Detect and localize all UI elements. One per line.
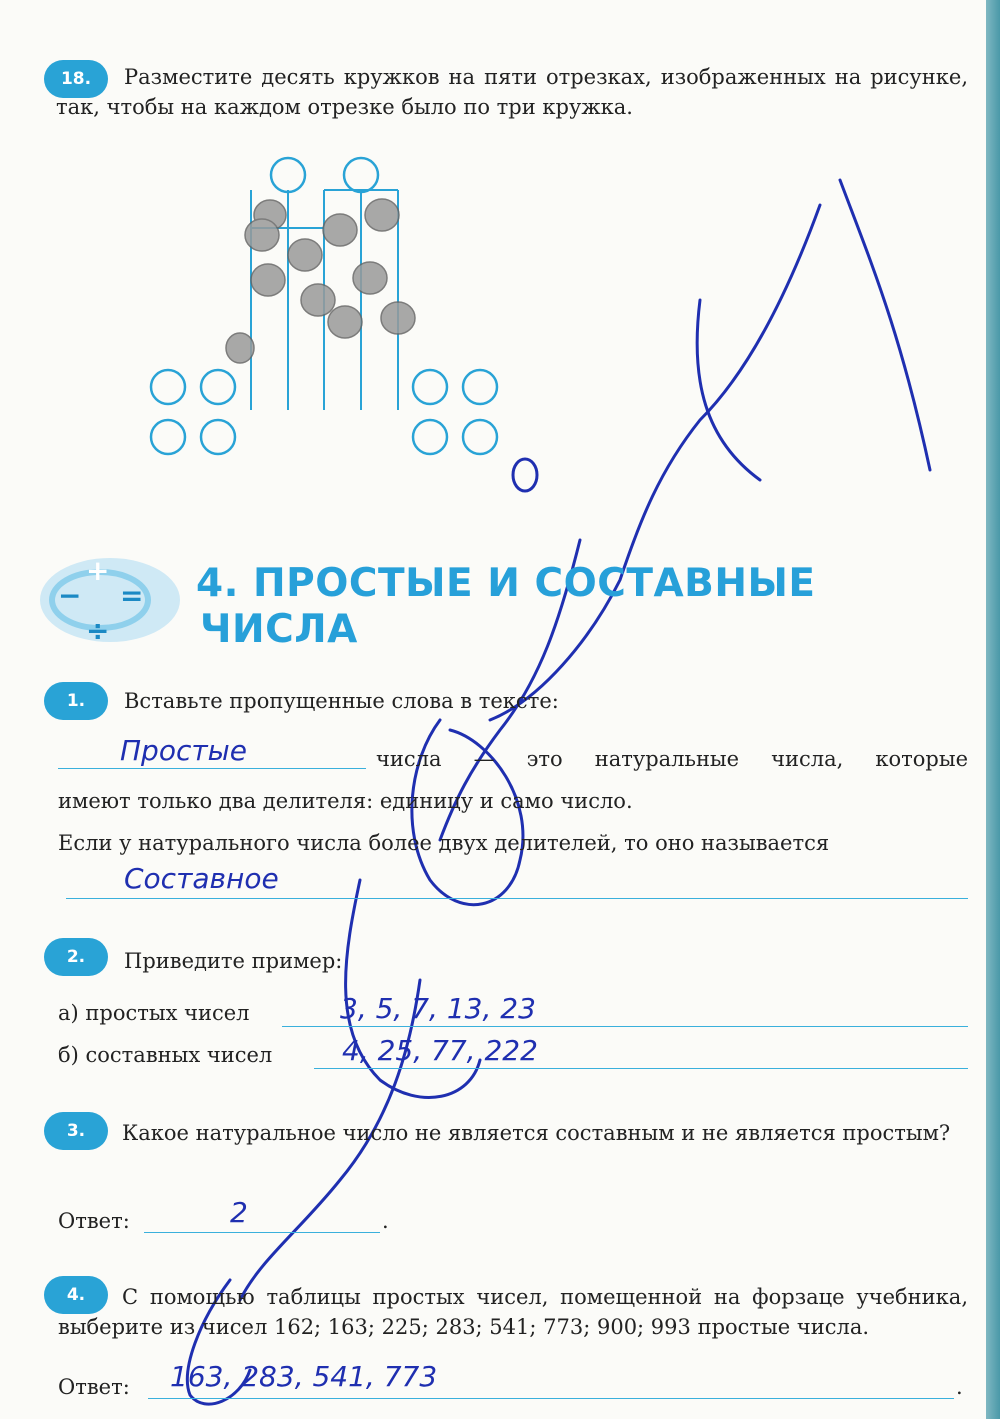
handwritten-answer: Простые: [120, 734, 247, 767]
answer-line: [66, 898, 968, 899]
answer-line: [148, 1398, 954, 1399]
task-1-text: Если у натурального числа более двух делителей, то оно называется: [58, 831, 830, 855]
section-title-line-2: ЧИСЛА: [200, 607, 358, 652]
task-2-prompt: Приведите пример:: [124, 949, 343, 973]
svg-text:−: −: [58, 579, 82, 612]
svg-text:=: =: [120, 579, 144, 612]
handwritten-answer: 4, 25, 77, 222: [342, 1034, 538, 1067]
task-number-badge: 18.: [44, 60, 108, 98]
task-3-text: Какое натуральное число не является составным и не является простым?: [122, 1121, 951, 1145]
handwritten-answer: 163, 283, 541, 773: [170, 1360, 438, 1393]
handwritten-answer: Составное: [124, 862, 279, 895]
task-4-end: .: [956, 1375, 963, 1399]
task-3-answer-label: Ответ:: [58, 1209, 130, 1233]
task-18-text: Разместите десять кружков на пяти отрезках, изображенных на рисунке, так, чтобы на каждом отрезке было по три кружка.: [56, 65, 968, 119]
task-4-text: С помощью таблицы простых чисел, помещенной на форзаце учебника, выберите из чисел 162; 163; 225; 283; 541; 773; 900; 993 простые числа.: [58, 1285, 968, 1339]
task-number-badge: 2.: [44, 938, 108, 976]
task-number-badge: 4.: [44, 1276, 108, 1314]
svg-text:÷: ÷: [86, 614, 110, 647]
answer-line: [282, 1026, 968, 1027]
task-number-badge: 1.: [44, 682, 108, 720]
math-operations-icon: [40, 554, 180, 647]
answer-line: [144, 1232, 380, 1233]
answer-line: [58, 768, 366, 769]
task-2-label-a: а) простых чисел: [58, 1001, 250, 1025]
svg-text:+: +: [86, 554, 110, 587]
handwritten-answer: 3, 5, 7, 13, 23: [340, 992, 536, 1025]
task-1-text: числа — это натуральные числа, которые: [376, 747, 968, 771]
answer-line: [314, 1068, 968, 1069]
task-1-text: имеют только два делителя: единицу и само число.: [58, 789, 633, 813]
section-title-line-1: 4. ПРОСТЫЕ И СОСТАВНЫЕ: [196, 561, 816, 606]
task-number-badge: 3.: [44, 1112, 108, 1150]
task-3-end: .: [382, 1209, 389, 1233]
handwritten-answer: 2: [230, 1196, 248, 1229]
task-2-label-b: б) составных чисел: [58, 1043, 273, 1067]
task-1-prompt: Вставьте пропущенные слова в тексте:: [124, 689, 559, 713]
task-4-answer-label: Ответ:: [58, 1375, 130, 1399]
